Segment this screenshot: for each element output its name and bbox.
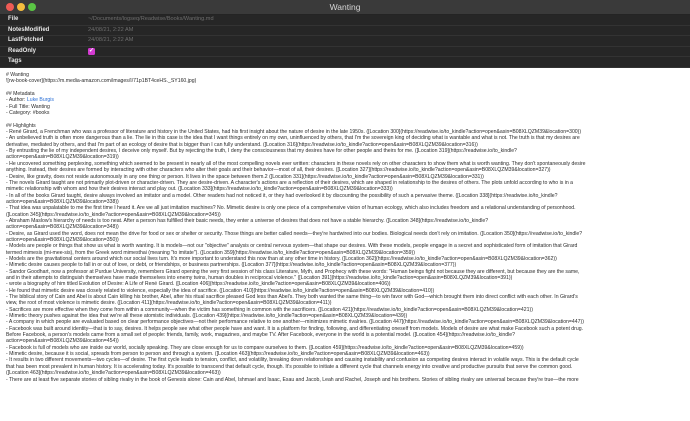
metadata-key: NotesModified bbox=[8, 26, 50, 33]
highlight-line: anything. Instead, their desires are formed by interacting with other characters who alter their goals and their behavior—most of all, their desires. ([Location 327](https://readwise.io/to_kindle?action=open&asin=B08XLQZM39&location=327)) bbox=[6, 167, 551, 174]
highlight-line: - Facebook was built around identity—that is to say, desires. It helps people see what other people have and want. It is a platform for finding, following, and differentiating oneself from models. Models of desire are what make Facebook such a potent drug. bbox=[6, 325, 584, 332]
highlight-line: ([Location 345](https://readwise.io/to_kindle?action=open&asin=B08XLQZM39&location=345)) bbox=[6, 211, 221, 218]
highlight-line: ([Location 463](https://readwise.io/to_kindle?action=open&asin=B08XLQZM39&location=463)) bbox=[6, 370, 221, 377]
book-cover-link[interactable]: ![rw-book-cover](https://m.media-amazon.com/images/I/71p1BT4ceHS._SY160.jpg) bbox=[6, 78, 197, 85]
full-title-line: - Full Title: Wanting bbox=[6, 103, 50, 110]
highlight-line: - Mimetic desire causes people to fall in or out of love, or debt, or friendships, or business partnerships. ([Location 377](https://readwise.io/to_kindle?action=open&asin=B08XLQZM39&location=377)) bbox=[6, 262, 457, 269]
highlights-heading: ## Highlights bbox=[6, 122, 36, 129]
highlight-line: - Abraham Maslow's hierarchy of needs is too neat. After a person has fulfilled their basic needs, they enter a universe of desires that does not have a stable hierarchy. ([Location 348](https://readwise.io/to_kindle? bbox=[6, 217, 489, 224]
highlight-line: - Desire, as Girard used the word, does not mean the drive for food or sex or shelter or security. Those things are better called needs—they're hardwired into our bodies. Biological needs don't rely on imitation. ([Location 350](https://readwise.io/to_kindle? bbox=[6, 230, 583, 237]
highlight-line: and in their attempts to distinguish themselves have made themselves into enemy twins, human doubles in reciprocal violence." ([Location 391](https://readwise.io/to_kindle?action=open&asin=B08XLQZM39&location=391)) bbox=[6, 275, 513, 281]
read-only-checkbox[interactable]: ✓ bbox=[88, 48, 95, 54]
highlight-line: - Mimetic desire, because it is social, spreads from person to person and through a system. ([Location 463](https://readwise.io/to_kindle?action=open&asin=B08XLQZM39&location=463)) bbox=[6, 351, 430, 358]
metadata-key: Tags bbox=[8, 58, 22, 64]
highlight-line: - The novels Girard taught are not primarily plot-driven or character-driven. They are desire-driven. A character's actions are a reflection of their desires, which are shaped in relationship to the desires of others. The plots unfold according to who is in a bbox=[6, 179, 574, 186]
highlight-line: - He found that mimetic desire was closely related to violence, especially the idea of sacrifice. ([Location 410](https://readwise.io/to_kindle?action=open&asin=B08XLQZM39&location=410)) bbox=[6, 287, 435, 294]
highlight-line: - A company in which people are evaluated based on clear performance objectives—not their performance relative to one another—minimizes mimetic rivalries. ([Location 447](https://readwise.io/to_kindle?action=open&asin=B08XLQZM39&location=447)) bbox=[6, 319, 584, 326]
highlight-line: that has been most prevalent in human history. It is accelerating today. It's possible to transcend that default cycle, though. It's possible to initiate a different cycle that channels energy into creative and productive pursuits that serve the common good. bbox=[6, 363, 573, 370]
highlight-line: action=open&asin=B08XLQZM39&location=319)) bbox=[6, 154, 119, 161]
metadata-row-last-fetched bbox=[0, 36, 690, 47]
category-line: - Category: #books bbox=[6, 110, 50, 117]
highlight-line: view, the root of most violence is mimetic desire. ([Location 411](https://readwise.io/to_kindle?action=open&asin=B08XLQZM39&location=411)) bbox=[6, 300, 332, 307]
highlight-line: - An unbelieved truth is often more dangerous than a lie. The lie in this case is the idea that I want things entirely on my own, uninfluenced by others, that I'm the sovereign king of deciding what is wantable and what is not. The truth is that my desires are bbox=[6, 135, 580, 142]
highlight-line: - Sacrifices are more effective when they come from within a community—when the victim has something in common with the sacrificers. ([Location 421](https://readwise.io/to_kindle?action=open&asin=B08XLQZM39&location=421)) bbox=[6, 306, 533, 313]
highlight-line: - Facebook is full of models who are inside our world, socially speaking. They are close enough for us to compare ourselves to them. ([Location 459](https://readwise.io/to_kindle?action=open&asin=B08XLQZM39&location=459)) bbox=[6, 344, 524, 351]
metadata-value[interactable]: 24/08/21, 2:22 AM bbox=[88, 26, 134, 33]
metadata-row-read-only bbox=[0, 47, 690, 58]
highlight-line: - It results in two different movements—two cycles—of desire. The first cycle leads to tension, conflict, and volatility, breaking down relationships and causing instability and confusion as competing desires interact in volatile ways. This is the default cycle bbox=[6, 357, 579, 364]
highlights-list bbox=[6, 129, 686, 383]
highlight-line: - Models are the gravitational centers around which our social lives turn. It's more important to understand this now than at any other time in history. ([Location 362](https://readwise.io/to_kindle?action=open&asin=B08XLQZM39&location=362)) bbox=[6, 255, 557, 262]
window-title: Wanting bbox=[329, 2, 361, 12]
metadata-row-tags bbox=[0, 57, 690, 68]
author-prefix: - Author: bbox=[6, 97, 27, 104]
highlight-line: - Mimetic theory pushes against the idea that we're all these atomistic individuals. ([Location 439](https://readwise.io/to_kindle?action=open&asin=B08XLQZM39&location=439)) bbox=[6, 313, 408, 320]
highlight-line: mimetic relationship with whom and how their desires interact and play out. ([Location 333](https://readwise.io/to_kindle?action=open&asin=B08XLQZM39&location=333)) bbox=[6, 186, 393, 193]
highlight-line: - Sandor Goodhart, now a professor at Purdue University, remembers Girard opening the very first session of his class Literature, Myth, and Prophecy with these words: "Human beings fight not because they are different, but because they are the same, bbox=[6, 268, 580, 275]
metadata-key: ReadOnly bbox=[8, 47, 37, 54]
highlight-line: - There are at least five separate stories of sibling rivalry in the book of Genesis alone: Cain and Abel, Ishmael and Isaac, Esau and Jacob, Leah and Rachel, Joseph and his brothers. Stories of sibling rivalry are universal because they're true—the more bbox=[6, 376, 579, 383]
highlight-line: - By entrusting the lie of my independent desires, I deceive only myself. But by rejecting the truth, I deny the consciousness that my desires have for other people and theirs for me. ([Location 319](https://readwise.io/to_kindle? bbox=[6, 148, 517, 155]
author-link[interactable]: Luke Burgis bbox=[26, 97, 55, 104]
highlight-line: action=open&asin=B08XLQZM39&location=350)) bbox=[6, 236, 119, 243]
highlight-line: derivative, mediated by others, and that I'm part of an ecology of desire that is bigger than I can fully understand. ([Location 316](https://readwise.io/to_kindle?action=open&asin=B08XLQZM39&location=316)) bbox=[6, 141, 478, 148]
highlight-line: action=open&asin=B08XLQZM39&location=338)) bbox=[6, 198, 119, 205]
metadata-heading: ## Metadata bbox=[6, 91, 35, 98]
highlight-line: - That idea was unpalatable to me the first time I heard it. Are we all just imitation machines? No. Mimetic desire is only one piece of a comprehensive vision of human ecology, which also includes freedom and a relational understanding of personhood. bbox=[6, 205, 576, 212]
note-heading: # Wanting bbox=[6, 72, 29, 78]
metadata-value[interactable]: 24/08/21, 2:22 AM bbox=[88, 37, 134, 43]
window-titlebar bbox=[0, 0, 690, 15]
highlight-line: - In all of the books Girard taught, desire always involved an imitator and a model. Other readers had not noticed it, or they had overlooked it by discounting the possibility of such a pervasive theme. ([Location 338](https://readwise.io/to_kindle? bbox=[6, 192, 558, 199]
highlight-line: - René Girard, a Frenchman who was a professor of literature and history in the United States, had his first insight about the nature of desire in the late 1950s. ([Location 300](https://readwise.io/to_kindle?action=open&asin=B08XLQZM39&location=300)) bbox=[6, 129, 582, 136]
metadata-key: File bbox=[8, 16, 19, 22]
highlight-line: action=open&asin=B08XLQZM39&location=348)) bbox=[6, 224, 119, 231]
highlight-line: - Models are people or things that show us what is worth wanting. It is models—not our "objective" analysis or central nervous system—that shape our desires. With these models, people engage in a secret and sophisticated form of imitation that Girard bbox=[6, 243, 578, 250]
highlight-line: - wrote a biography of him titled Evolution of Desire: A Life of René Girard. ([Location 406](https://readwise.io/to_kindle?action=open&asin=B08XLQZM39&location=406)) bbox=[6, 281, 391, 288]
metadata-panel bbox=[0, 15, 690, 67]
metadata-row-notes-modified bbox=[0, 26, 690, 37]
metadata-key: LastFetched bbox=[8, 37, 44, 43]
highlight-line: - Desire, like gravity, does not reside autonomously in any one thing or person. It lives in the space between them.2 ([Location 331](https://readwise.io/to_kindle?action=open&asin=B08XLQZM39&location=331)) bbox=[6, 173, 484, 180]
note-content[interactable] bbox=[6, 72, 686, 419]
metadata-value[interactable]: ~/Documents/logseq/Readwise/Books/Wanting.md bbox=[88, 16, 214, 22]
highlight-line: - He uncovered something perplexing, something which seemed to be present in nearly all of the most compelling novels ever written: characters in these novels rely on other characters to show them what is worth wanting. They don't spontaneously desire bbox=[6, 160, 586, 167]
highlight-line: - The biblical story of Cain and Abel is about Cain killing his brother, Abel, after his ritual sacrifice pleased God less than Abel's. They both wanted the same thing—to win favor with God—which brought them into direct conflict with each other. In Girard's bbox=[6, 294, 578, 301]
highlight-line: Before Facebook, a person's models came from a small set of people: friends, family, work, magazines, and maybe TV. After Facebook, everyone in the world is a potential model. ([Location 454](https://readwise.io/to_kindle? bbox=[6, 332, 515, 339]
highlight-line: termed mimesis (mi-mee-sis), from the Greek word mimesthai (meaning "to imitate"). ([Location 359](https://readwise.io/to_kindle?action=open&asin=B08XLQZM39&location=359)) bbox=[6, 249, 415, 256]
highlight-line: action=open&asin=B08XLQZM39&location=454)) bbox=[6, 338, 119, 345]
metadata-row-file bbox=[0, 15, 690, 26]
